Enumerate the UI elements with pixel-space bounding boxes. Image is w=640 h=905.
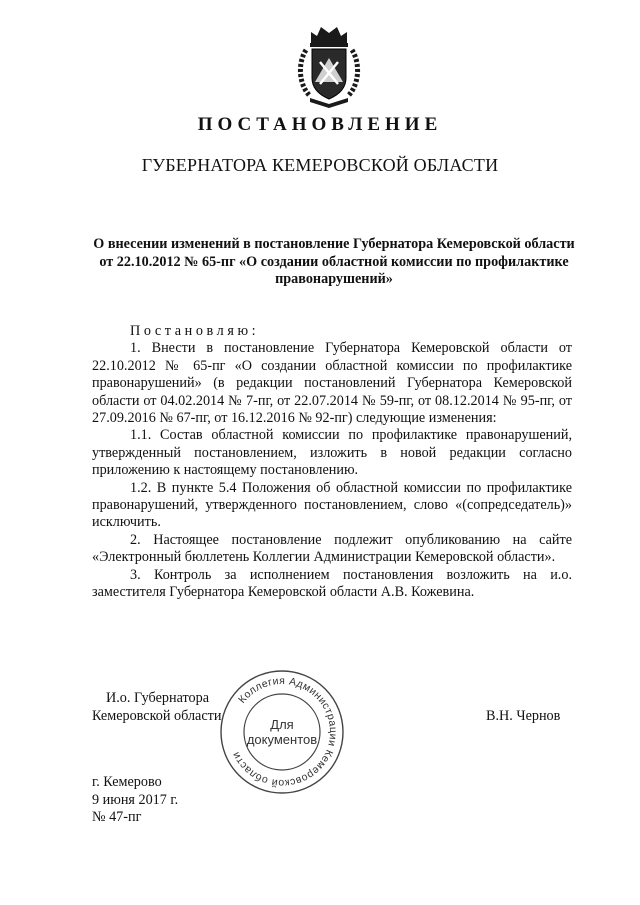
stamp-center-text: Для xyxy=(270,717,294,732)
signatory-role xyxy=(92,690,221,725)
official-stamp xyxy=(218,668,346,796)
signatory-role-line: И.о. Губернатора xyxy=(106,690,209,706)
document-heading: О внесении изменений в постановление Губернатора Кемеровской области от 22.10.2012 № 65-пг «О создании областной комиссии по профилактике правонарушений» xyxy=(93,236,575,287)
document-subtitle: ГУБЕРНАТОРА КЕМЕРОВСКОЙ ОБЛАСТИ xyxy=(141,155,499,175)
document-title: ПОСТАНОВЛЕНИЕ xyxy=(197,114,443,135)
stamp-ring-text: Коллегия Администрации Кемеровской области xyxy=(229,674,340,790)
signatory-name: В.Н. Чернов xyxy=(486,708,561,724)
document-date: 9 июня 2017 г. xyxy=(92,791,179,808)
body-paragraph: 1. Внести в постановление Губернатора Кемеровской области от 22.10.2012 № 65-пг «О создании областной комиссии по профилактике правонарушений» (в редакции постановлений Губернатора Кемеровской области от 04.02.2014 № 7-пг, от 22.07.2014 № 59-пг, от 08.12.2014 № 95-пг, от 27.09.2016 № 67-пг, от 16.12.2016 № 92-пг) следующие изменения: xyxy=(92,340,572,427)
body-paragraph: 2. Настоящее постановление подлежит опубликованию на сайте «Электронный бюллетень Коллегии Администрации Кемеровской области». xyxy=(92,531,572,566)
document-footer xyxy=(92,774,178,827)
signatory-role-line: Кемеровской области xyxy=(92,707,222,724)
body-paragraph: Постановляю: xyxy=(130,323,260,339)
coat-of-arms-icon xyxy=(296,22,362,108)
document-city: г. Кемерово xyxy=(92,774,162,790)
body-paragraph: 3. Контроль за исполнением постановления возложить на и.о. заместителя Губернатора Кемеровской области А.В. Кожевина. xyxy=(92,566,572,601)
document-number: № 47-пг xyxy=(92,809,142,825)
document-body xyxy=(92,323,572,602)
body-paragraph: 1.1. Состав областной комиссии по профилактике правонарушений, утвержденный постановлением, изложить в новой редакции согласно приложению к настоящему постановлению. xyxy=(92,427,572,479)
body-paragraph: 1.2. В пункте 5.4 Положения об областной комиссии по профилактике правонарушений, утвержденного постановлением, слово «(сопредседатель)» исключить. xyxy=(92,479,572,531)
stamp-center-text: документов xyxy=(246,732,318,747)
